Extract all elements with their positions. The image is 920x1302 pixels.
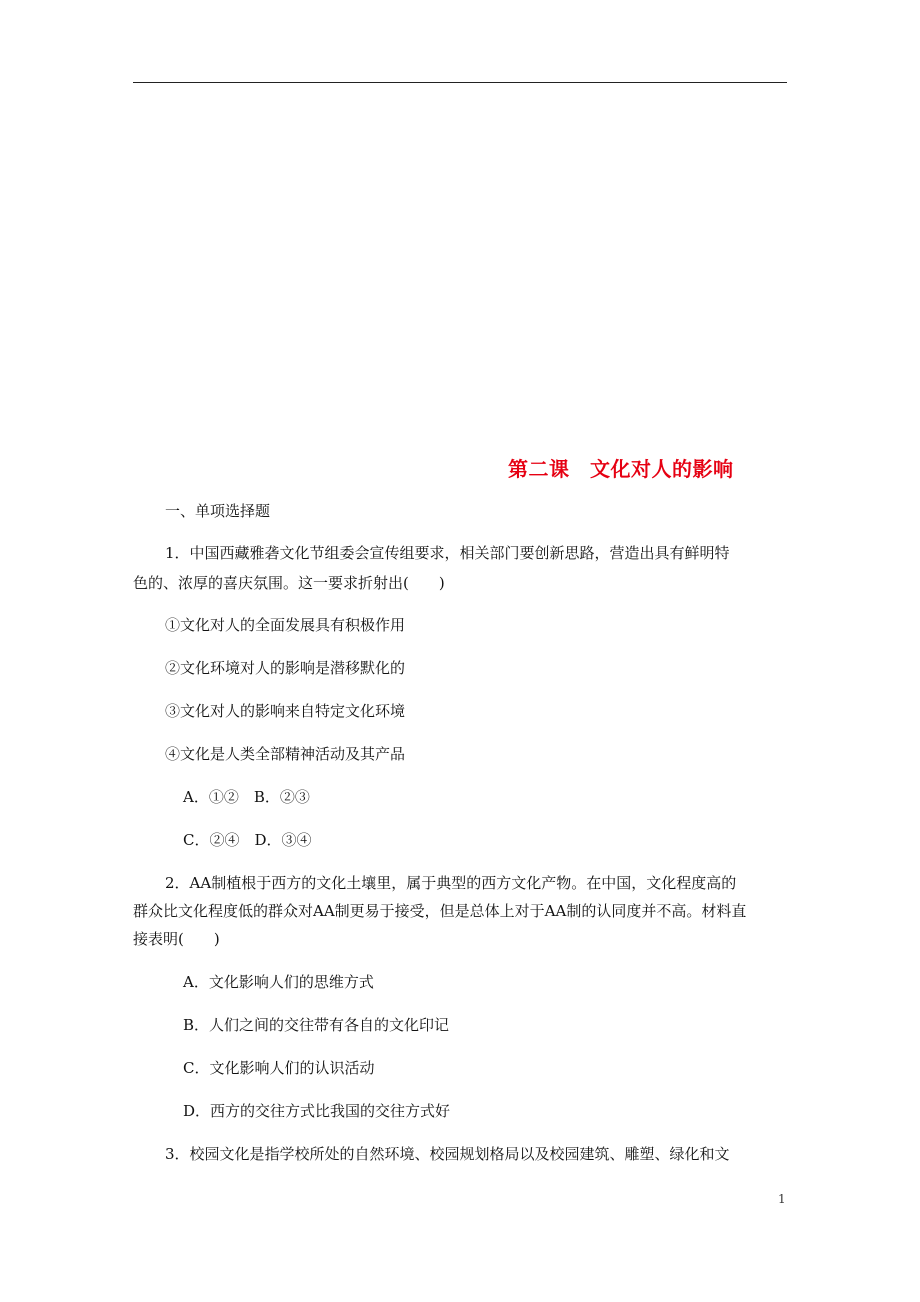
question-1-statement-3: ③文化对人的影响来自特定文化环境 bbox=[165, 702, 406, 720]
question-1-options-ab: A．①② B．②③ bbox=[183, 788, 310, 806]
question-1-line-1: 1．中国西藏雅砻文化节组委会宣传组要求，相关部门要创新思路，营造出具有鲜明特 bbox=[165, 544, 730, 562]
question-1-line-2: 色的、浓厚的喜庆氛围。这一要求折射出( ) bbox=[133, 574, 445, 592]
section-heading: 一、单项选择题 bbox=[165, 502, 271, 520]
lesson-title: 第二课 文化对人的影响 bbox=[508, 457, 734, 481]
question-1-statement-1: ①文化对人的全面发展具有积极作用 bbox=[165, 616, 406, 634]
question-2-option-d: D．西方的交往方式比我国的交往方式好 bbox=[183, 1102, 451, 1120]
question-2-option-a: A．文化影响人们的思维方式 bbox=[183, 973, 374, 991]
question-2-option-b: B．人们之间的交往带有各自的文化印记 bbox=[183, 1016, 450, 1034]
question-2-option-c: C．文化影响人们的认识活动 bbox=[183, 1059, 375, 1077]
question-2-line-3: 接表明( ) bbox=[133, 930, 220, 948]
page-number: 1 bbox=[778, 1192, 786, 1206]
question-3-line-1: 3．校园文化是指学校所处的自然环境、校园规划格局以及校园建筑、雕塑、绿化和文 bbox=[165, 1145, 730, 1163]
question-1-statement-2: ②文化环境对人的影响是潜移默化的 bbox=[165, 659, 406, 677]
question-1-statement-4: ④文化是人类全部精神活动及其产品 bbox=[165, 745, 406, 763]
header-rule bbox=[133, 82, 787, 83]
question-1-options-cd: C．②④ D．③④ bbox=[183, 831, 312, 849]
question-2-line-1: 2．AA制植根于西方的文化土壤里，属于典型的西方文化产物。在中国，文化程度高的 bbox=[165, 874, 737, 892]
question-2-line-2: 群众比文化程度低的群众对AA制更易于接受，但是总体上对于AA制的认同度并不高。材料直 bbox=[133, 902, 747, 920]
